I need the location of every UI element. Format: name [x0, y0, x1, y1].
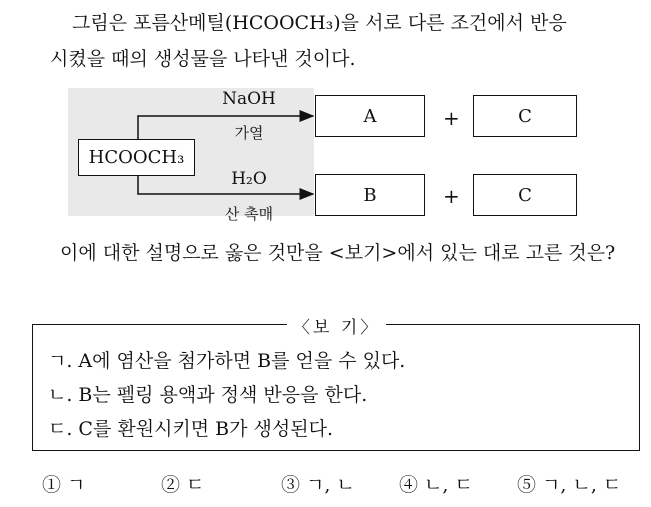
product-a-box: A — [315, 95, 425, 137]
reagent-water: H₂O — [231, 169, 267, 189]
intro-line-2: 시켰을 때의 생성물을 나타낸 것이다. — [50, 48, 356, 70]
choice-1[interactable]: ① ㄱ — [42, 474, 86, 496]
reagent-naoh: NaOH — [222, 89, 276, 109]
choice-3[interactable]: ③ ㄱ, ㄴ — [281, 474, 355, 496]
condition-heating: 가열 — [234, 124, 264, 142]
bogi-title: 〈보 기〉 — [287, 313, 386, 338]
choice-5[interactable]: ⑤ ㄱ, ㄴ, ㄷ — [517, 474, 622, 496]
plus-sign-bottom: + — [443, 184, 460, 208]
choice-2[interactable]: ② ㄷ — [161, 474, 205, 496]
product-c-box-top: C — [473, 95, 577, 137]
condition-acid-catalyst: 산 촉매 — [224, 205, 274, 223]
statement-digeut: ㄷ. C를 환원시키면 B가 생성된다. — [48, 418, 333, 440]
statement-giyeok: ㄱ. A에 염산을 첨가하면 B를 얻을 수 있다. — [48, 350, 406, 372]
intro-line-1: 그림은 포름산메틸(HCOOCH₃)을 서로 다른 조건에서 반응 — [72, 12, 567, 34]
statement-nieun: ㄴ. B는 펠링 용액과 정색 반응을 한다. — [48, 384, 368, 406]
reactant-box: HCOOCH₃ — [78, 139, 195, 176]
question-text: 이에 대한 설명으로 옳은 것만을 <보기>에서 있는 대로 고른 것은? — [60, 242, 616, 264]
product-c-box-bottom: C — [473, 174, 577, 216]
plus-sign-top: + — [443, 106, 460, 130]
choice-4[interactable]: ④ ㄴ, ㄷ — [399, 474, 473, 496]
product-b-box: B — [315, 174, 425, 216]
